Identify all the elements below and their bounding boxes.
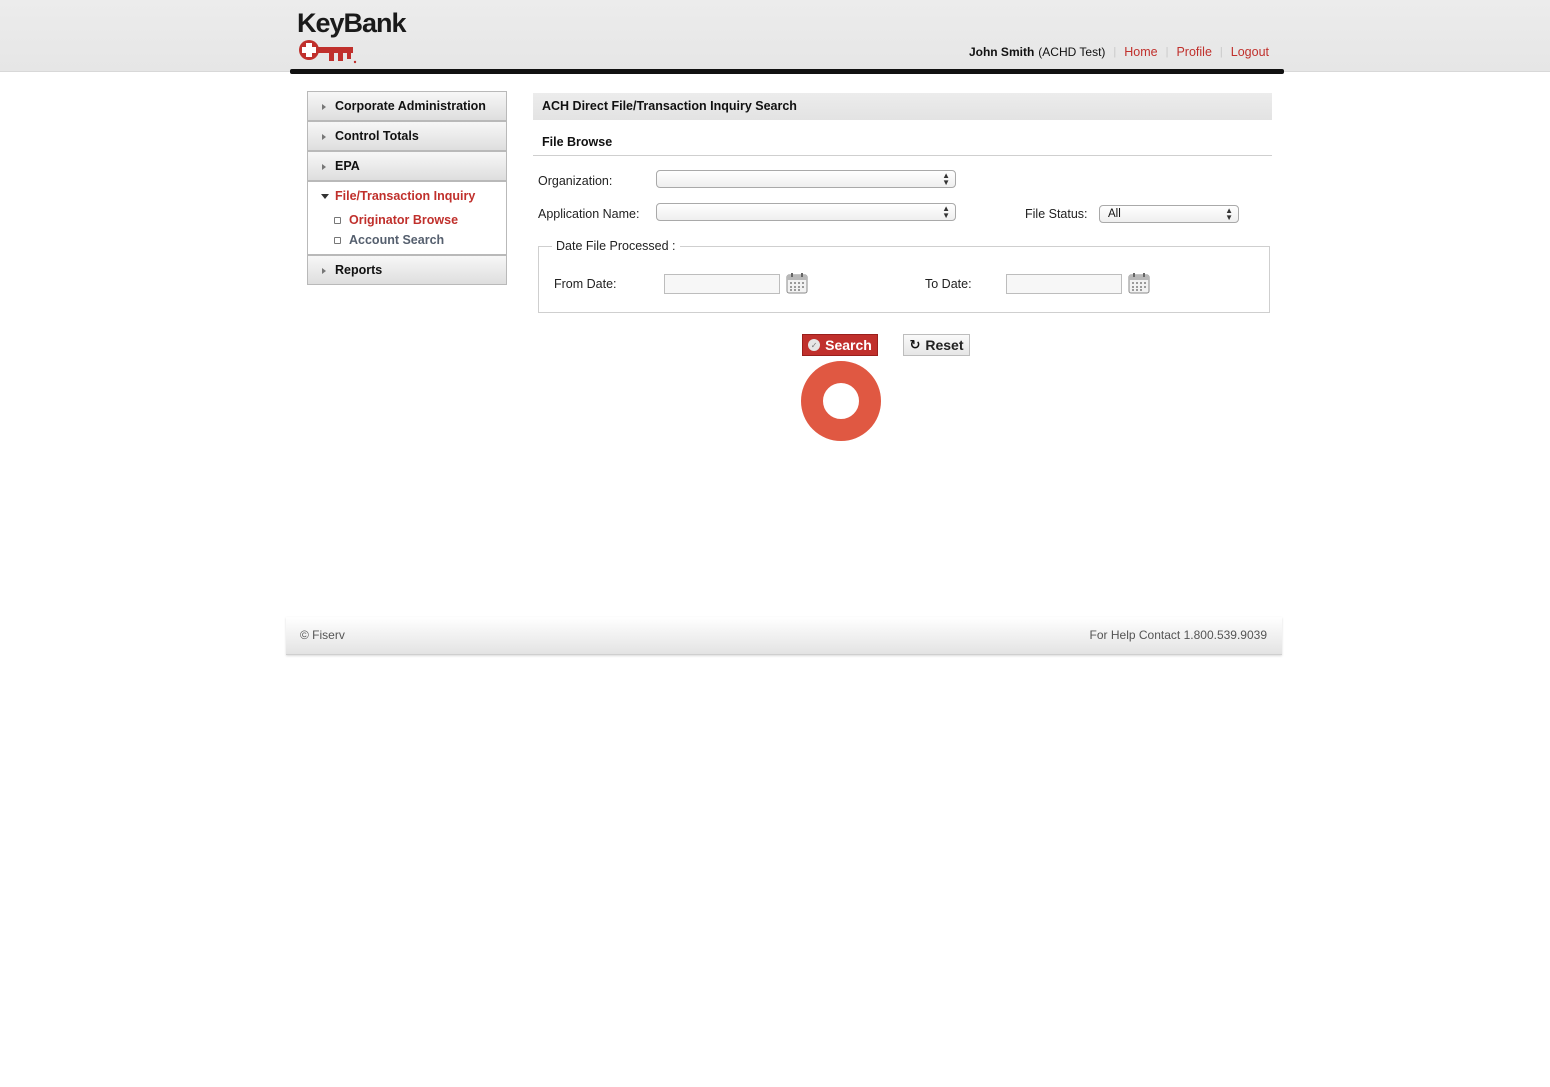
sidebar-item-label: Reports: [335, 263, 383, 277]
sidebar-subitem-label: Originator Browse: [349, 213, 459, 227]
chevron-right-icon: [322, 134, 326, 140]
check-icon: ✓: [808, 339, 820, 351]
sidebar-item-reports[interactable]: [307, 255, 507, 285]
file-status-value: All: [1108, 208, 1121, 220]
footer-help-contact: For Help Contact 1.800.539.9039: [1089, 628, 1267, 642]
header-band: [0, 0, 1550, 72]
calendar-icon[interactable]: [1128, 272, 1150, 294]
sidebar-group-file-transaction-inquiry: [307, 181, 507, 255]
footer-copyright: © Fiserv: [300, 628, 345, 642]
logout-link[interactable]: Logout: [1230, 45, 1269, 59]
from-date-label: From Date:: [554, 277, 617, 291]
reset-button-label: Reset: [925, 337, 964, 353]
bullet-square-icon: [334, 237, 341, 244]
select-arrows-icon: ▲ ▼: [942, 171, 950, 187]
search-button[interactable]: [802, 334, 878, 356]
key-logo-icon: [297, 38, 359, 66]
section-title: File Browse: [542, 135, 613, 149]
select-arrows-icon: ▲ ▼: [1225, 206, 1233, 222]
sidebar-item-label: Corporate Administration: [335, 99, 486, 113]
separator: |: [1219, 46, 1223, 58]
chevron-right-icon: [322, 268, 326, 274]
calendar-icon[interactable]: [786, 272, 808, 294]
date-file-processed-group: [538, 246, 1270, 313]
reset-icon: ↻: [909, 337, 921, 352]
sidebar-subitem-originator-browse[interactable]: [308, 210, 506, 230]
chevron-down-icon: [321, 194, 329, 199]
sidebar-item-label: File/Transaction Inquiry: [335, 189, 476, 203]
click-indicator: [801, 361, 881, 441]
sidebar-subitem-label: Account Search: [349, 233, 445, 247]
application-name-select[interactable]: [656, 203, 956, 221]
application-name-label: Application Name:: [538, 207, 640, 221]
user-role: (ACHD Test): [1038, 45, 1106, 59]
sidebar-nav: [307, 91, 507, 285]
file-status-select[interactable]: [1099, 205, 1239, 223]
chevron-right-icon: [322, 104, 326, 110]
bullet-square-icon: [334, 217, 341, 224]
user-bar: [969, 45, 1269, 59]
sidebar-item-epa[interactable]: [307, 151, 507, 181]
reset-button[interactable]: [903, 334, 970, 356]
date-file-processed-legend: Date File Processed :: [552, 239, 680, 253]
page-title: ACH Direct File/Transaction Inquiry Search: [533, 93, 1272, 120]
sidebar-item-corporate-administration[interactable]: [307, 91, 507, 121]
header-rule: [290, 69, 1284, 74]
to-date-label: To Date:: [925, 277, 972, 291]
chevron-right-icon: [322, 164, 326, 170]
select-arrows-icon: ▲ ▼: [942, 204, 950, 220]
sidebar-item-label: Control Totals: [335, 129, 419, 143]
separator: |: [1165, 46, 1169, 58]
user-name: John Smith: [968, 45, 1035, 59]
separator: |: [1113, 46, 1117, 58]
brand-logo-text: KeyBank: [297, 8, 406, 38]
to-date-input[interactable]: [1006, 274, 1122, 294]
organization-select[interactable]: [656, 170, 956, 188]
file-status-label: File Status:: [1025, 207, 1088, 221]
home-link[interactable]: Home: [1124, 45, 1158, 59]
sidebar-item-file-transaction-inquiry[interactable]: [308, 188, 506, 204]
organization-label: Organization:: [538, 174, 613, 188]
sidebar-item-label: EPA: [335, 159, 360, 173]
profile-link[interactable]: Profile: [1176, 45, 1212, 59]
sidebar-item-control-totals[interactable]: [307, 121, 507, 151]
sidebar-subitem-account-search[interactable]: [308, 230, 506, 250]
footer: [286, 617, 1282, 655]
from-date-input[interactable]: [664, 274, 780, 294]
divider: [533, 155, 1272, 156]
search-button-label: Search: [825, 337, 872, 353]
